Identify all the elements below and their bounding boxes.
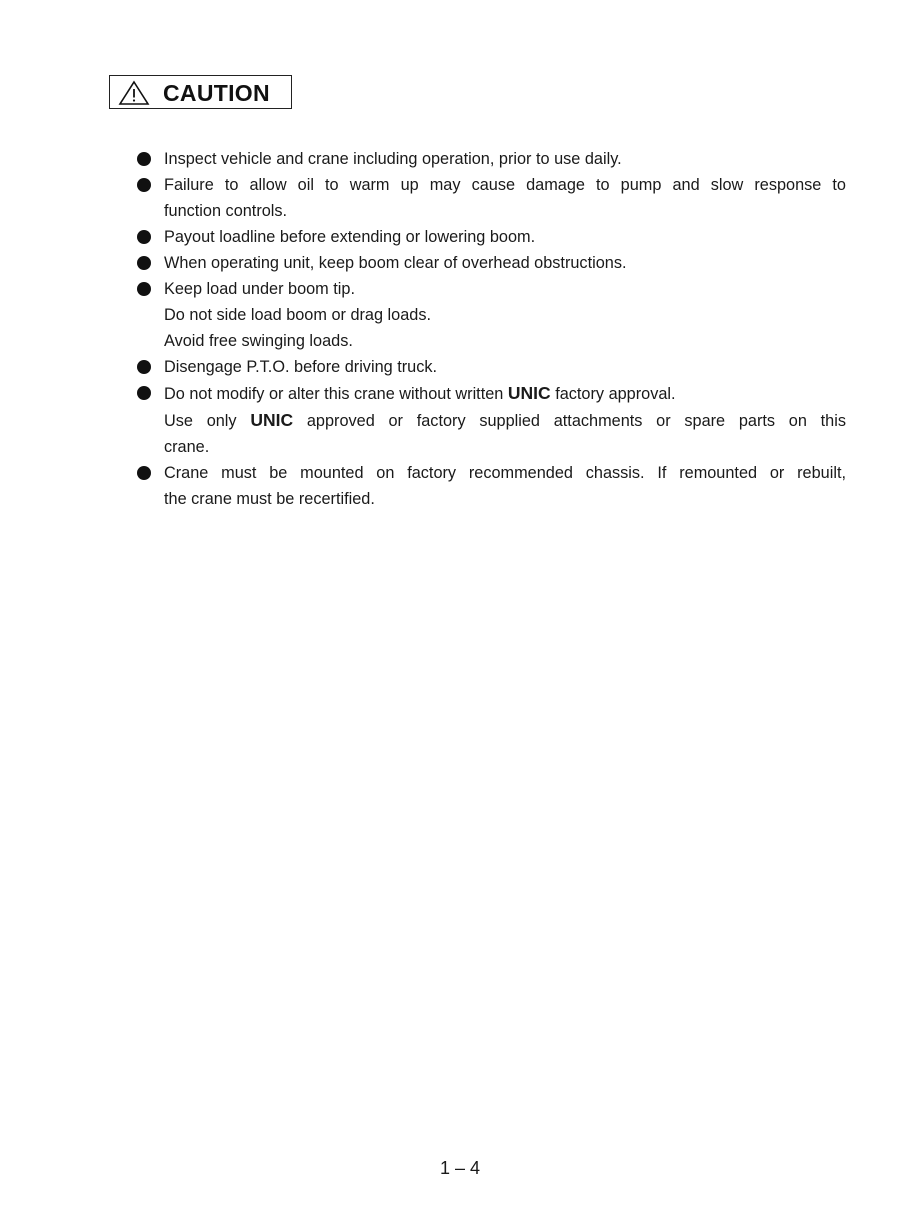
- item-text: Disengage P.T.O. before driving truck.: [164, 358, 438, 376]
- item-text: When operating unit, keep boom clear of overhead obstructions.: [164, 254, 627, 272]
- bullet-icon: [137, 230, 151, 244]
- item-text: function controls.: [164, 202, 288, 220]
- list-item: [164, 250, 846, 276]
- item-text: Avoid free swinging loads.: [164, 332, 353, 350]
- bullet-icon: [137, 178, 151, 192]
- list-item: [164, 460, 846, 512]
- bullet-icon: [137, 282, 151, 296]
- item-text: Inspect vehicle and crane including operation, prior to use daily.: [164, 150, 622, 168]
- bullet-icon: [137, 256, 151, 270]
- caution-title: CAUTION: [163, 80, 270, 106]
- list-item: [164, 172, 846, 224]
- caution-header: [109, 75, 292, 109]
- bullet-icon: [137, 360, 151, 374]
- brand-name: UNIC: [250, 410, 294, 430]
- item-text: crane.: [164, 438, 210, 456]
- item-text: Do not side load boom or drag loads.: [164, 306, 431, 324]
- list-item: [164, 276, 846, 354]
- list-item: [164, 354, 846, 380]
- list-item: [164, 380, 846, 460]
- item-text: Keep load under boom tip.: [164, 280, 355, 298]
- item-text-segment: Do not modify or alter this crane without written: [164, 385, 504, 403]
- page-number: 1 – 4: [440, 1158, 481, 1178]
- item-text: [164, 380, 846, 407]
- item-text: Crane must be mounted on factory recommended chassis. If remounted or rebuilt,: [164, 464, 846, 482]
- item-text: Failure to allow oil to warm up may cause damage to pump and slow response to: [164, 176, 846, 194]
- item-text: Payout loadline before extending or lowering boom.: [164, 228, 536, 246]
- list-item: [164, 224, 846, 250]
- bullet-icon: [137, 152, 151, 166]
- caution-list: [164, 146, 846, 512]
- item-text: the crane must be recertified.: [164, 490, 375, 508]
- brand-name: UNIC: [507, 383, 551, 403]
- bullet-icon: [137, 466, 151, 480]
- warning-triangle-icon: [118, 80, 150, 106]
- item-text-segment: Use only: [164, 412, 237, 430]
- item-text-segment: approved or factory supplied attachments or spare parts on this: [306, 412, 846, 430]
- bullet-icon: [137, 386, 151, 400]
- item-text: [164, 407, 846, 434]
- item-text-segment: factory approval.: [555, 385, 676, 403]
- list-item: [164, 146, 846, 172]
